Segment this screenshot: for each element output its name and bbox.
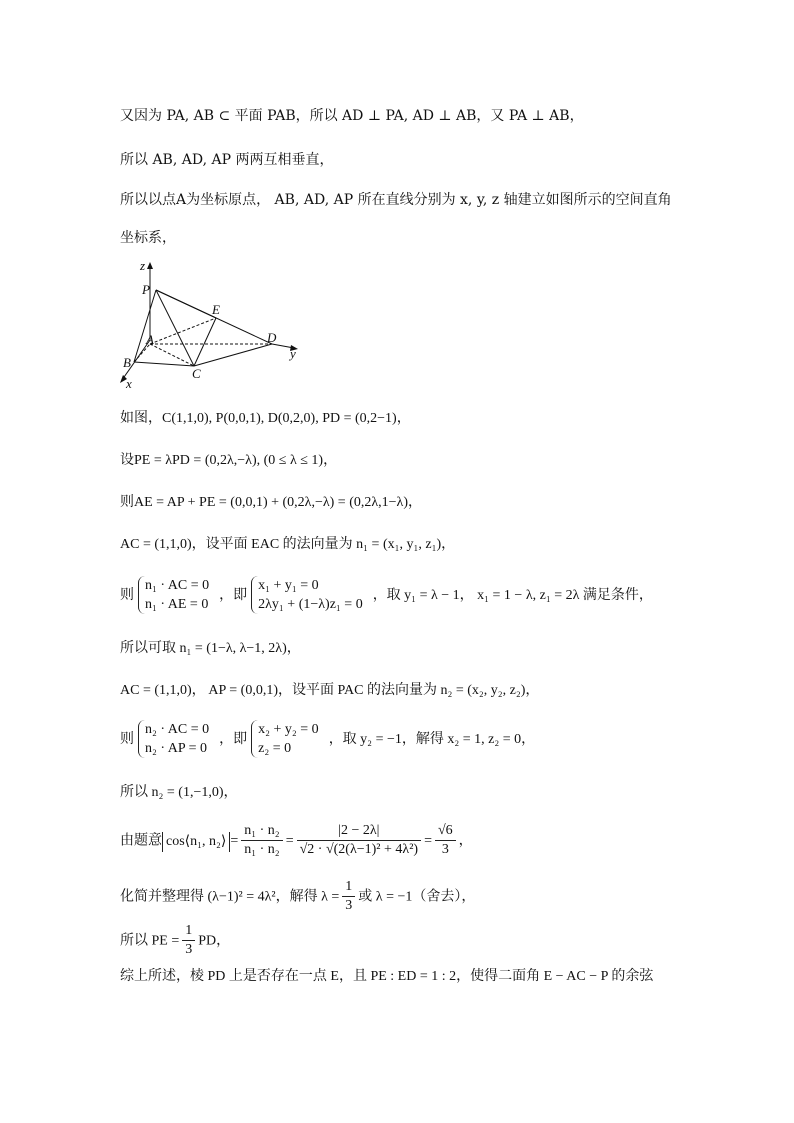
line-14-tail: ， <box>458 832 473 849</box>
text-line-8 <box>120 534 455 555</box>
text-line-9 <box>120 576 653 614</box>
line-4-text: 坐标系， <box>120 230 176 246</box>
z-axis-arrow <box>147 262 153 269</box>
line-16-a: 所以 PE = <box>120 933 180 949</box>
line-10-text: 所以可取 n₁ = (1−λ, λ−1, 2λ)， <box>120 641 301 656</box>
fraction-2-num: |2 − 2λ| <box>297 822 421 841</box>
line-7-prefix: 则 <box>120 494 134 510</box>
line-9-mid: ，即 <box>219 587 248 603</box>
line-3-text: 所以以点A为坐标原点， AB, AD, AP 所在直线分别为 x, y, z 轴建立如图所示的空间直角 <box>120 192 672 208</box>
edge-PC <box>156 290 194 366</box>
edge-PB <box>134 290 156 362</box>
label-y: y <box>290 346 296 361</box>
text-line-16 <box>120 922 230 959</box>
text-line-13 <box>120 782 238 803</box>
fraction-1-den: n₁ · n₂ <box>244 842 280 857</box>
system-1-eq-b: n₁ · AE = 0 <box>145 597 209 612</box>
equals-2: = <box>285 833 294 849</box>
line-9-tail: ，取 y₁ = λ − 1， x₁ = 1 − λ, z₁ = 2λ 满足条件， <box>372 588 653 603</box>
edge-PE <box>156 290 216 318</box>
line-7-body: AE = AP + PE = (0,0,1) + (0,2λ,−λ) = (0,2λ,1−λ)， <box>134 495 422 510</box>
system-2 <box>251 576 369 614</box>
label-D: D <box>267 330 277 345</box>
line-5-prefix: 如图， <box>120 410 162 426</box>
line-6-body: PE = λPD = (0,2λ,−λ), (0 ≤ λ ≤ 1)， <box>134 453 338 468</box>
fraction-5 <box>182 922 195 959</box>
fraction-1-num: n₁ · n₂ <box>241 822 282 841</box>
line-17-text: 综上所述，棱 PD 上是否存在一点 E，且 PE : ED = 1 : 2，使得二面角 E − AC − P 的余弦 <box>120 969 654 984</box>
cosine-abs: cos⟨n₁, n₂⟩ <box>162 832 230 852</box>
edge-BC <box>134 362 194 366</box>
line-2-text: 所以 AB, AD, AP 两两互相垂直， <box>120 152 334 168</box>
line-8-body: AC = (1,1,0)，设平面 EAC 的法向量为 n₁ = (x₁, y₁, z₁)， <box>120 537 456 552</box>
label-z: z <box>140 258 146 273</box>
edge-AC <box>150 344 194 366</box>
system-1-eq-a: n₁ · AC = 0 <box>145 578 210 593</box>
system-3 <box>138 720 215 758</box>
system-1 <box>138 576 215 614</box>
line-6-prefix: 设 <box>120 452 134 468</box>
label-P: P <box>142 282 150 297</box>
line-12-tail: ，取 y₂ = −1，解得 x₂ = 1, z₂ = 0， <box>328 732 536 747</box>
line-16-b: PD， <box>198 933 231 949</box>
edge-CD <box>194 344 272 366</box>
fraction-2-den: √2 · √(2(λ−1)² + 4λ²) <box>299 842 419 857</box>
text-line-12 <box>120 720 535 758</box>
text-line-5 <box>120 408 411 429</box>
text-line-3 <box>120 190 672 210</box>
fraction-4-num: 1 <box>342 878 355 897</box>
line-13-text: 所以 n₂ = (1,−1,0)， <box>120 785 238 800</box>
line-15-b: 或 λ = −1（舍去）， <box>358 889 476 905</box>
fraction-2 <box>297 822 421 859</box>
equals-3: = <box>424 833 432 849</box>
fraction-4-den: 3 <box>345 898 353 913</box>
system-3-eq-a: n₂ · AC = 0 <box>145 722 210 737</box>
fraction-4 <box>342 878 355 915</box>
line-12-mid: ，即 <box>219 731 248 747</box>
text-line-6 <box>120 450 337 471</box>
text-line-17 <box>120 966 653 987</box>
line-15-a: 化简并整理得 (λ−1)² = 4λ²，解得 λ = <box>120 889 340 905</box>
text-line-10 <box>120 638 301 659</box>
label-A: A <box>146 332 154 347</box>
line-9-prefix: 则 <box>120 587 134 603</box>
text-line-14 <box>120 822 473 859</box>
system-4-eq-a: x₂ + y₂ = 0 <box>258 722 319 737</box>
fraction-5-num: 1 <box>182 922 195 941</box>
label-E: E <box>212 302 220 317</box>
fraction-3-num: √6 <box>435 822 456 841</box>
text-line-2 <box>120 150 333 170</box>
line-14-prefix: 由题意 <box>120 832 162 849</box>
line-11-text: AC = (1,1,0)， AP = (0,0,1)，设平面 PAC 的法向量为 n₂ = (x₂, y₂, z₂)， <box>120 683 540 698</box>
text-line-1 <box>120 106 584 126</box>
text-line-7 <box>120 492 422 513</box>
fraction-1 <box>241 822 282 859</box>
system-2-eq-b: 2λy₁ + (1−λ)z₁ = 0 <box>258 597 363 612</box>
label-C: C <box>192 366 201 381</box>
text-line-4 <box>120 228 176 248</box>
text-line-15 <box>120 878 475 915</box>
label-x: x <box>126 376 132 391</box>
line-1-text: 又因为 PA, AB ⊂ 平面 PAB，所以 AD ⊥ PA, AD ⊥ AB，又 PA ⊥ AB， <box>120 108 584 124</box>
fraction-3 <box>435 822 456 859</box>
text-line-11 <box>120 680 539 701</box>
line-5-body: C(1,1,0), P(0,0,1), D(0,2,0), PD = (0,2−1)， <box>162 411 411 426</box>
system-4-eq-b: z₂ = 0 <box>258 741 292 756</box>
fraction-3-den: 3 <box>441 842 449 857</box>
fraction-5-den: 3 <box>185 942 193 957</box>
equals-1: = <box>230 833 239 849</box>
system-4 <box>251 720 325 758</box>
system-2-eq-a: x₁ + y₁ = 0 <box>258 578 319 593</box>
coordinate-diagram <box>112 256 312 392</box>
line-12-prefix: 则 <box>120 731 134 747</box>
system-3-eq-b: n₂ · AP = 0 <box>145 741 208 756</box>
label-B: B <box>123 355 131 370</box>
